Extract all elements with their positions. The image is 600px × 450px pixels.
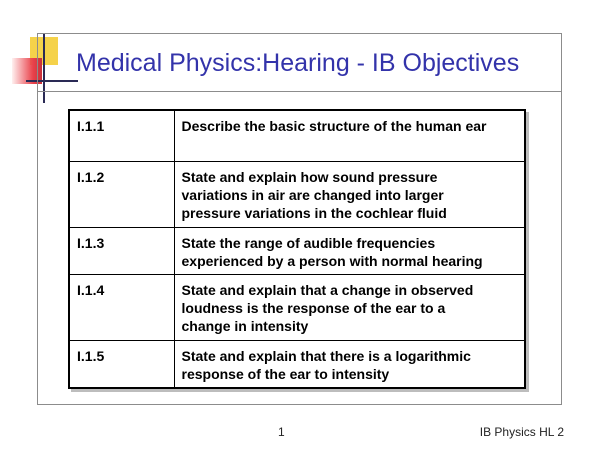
table-row <box>69 161 525 227</box>
objective-description <box>174 227 525 274</box>
objective-line: State and explain that a change in observed <box>181 281 474 298</box>
objective-line: response of the ear to intensity <box>181 365 390 382</box>
table-row <box>69 274 525 340</box>
footer-course-name: IB Physics HL 2 <box>479 425 564 439</box>
objective-line: Describe the basic structure of the human ear <box>181 118 487 134</box>
title-divider <box>37 91 562 92</box>
objective-line: loudness is the response of the ear to a <box>181 299 446 316</box>
objective-description <box>174 161 525 227</box>
objective-line: State and explain that there is a logarithmic <box>181 347 471 364</box>
slide-title: Medical Physics:Hearing - IB Objectives <box>76 49 520 77</box>
objective-code: I.1.5 <box>69 340 174 388</box>
table-row <box>69 340 525 388</box>
objective-description <box>174 274 525 340</box>
objective-description <box>174 110 525 161</box>
objective-description <box>174 340 525 388</box>
objective-line: pressure variations in the cochlear fluid <box>181 204 447 221</box>
objective-line: State and explain how sound pressure <box>181 168 438 185</box>
objective-code: I.1.3 <box>69 227 174 274</box>
footer-page-number: 1 <box>278 425 285 439</box>
objective-line: variations in air are changed into larger <box>181 186 444 203</box>
objective-line: change in intensity <box>181 317 309 334</box>
objective-line: State the range of audible frequencies <box>181 234 436 251</box>
objective-code: I.1.2 <box>69 161 174 227</box>
table-row <box>69 227 525 274</box>
objective-line: experienced by a person with normal hearing <box>181 252 483 269</box>
table-row <box>69 110 525 161</box>
objective-code: I.1.1 <box>69 110 174 161</box>
objective-code: I.1.4 <box>69 274 174 340</box>
objectives-table <box>68 109 526 389</box>
